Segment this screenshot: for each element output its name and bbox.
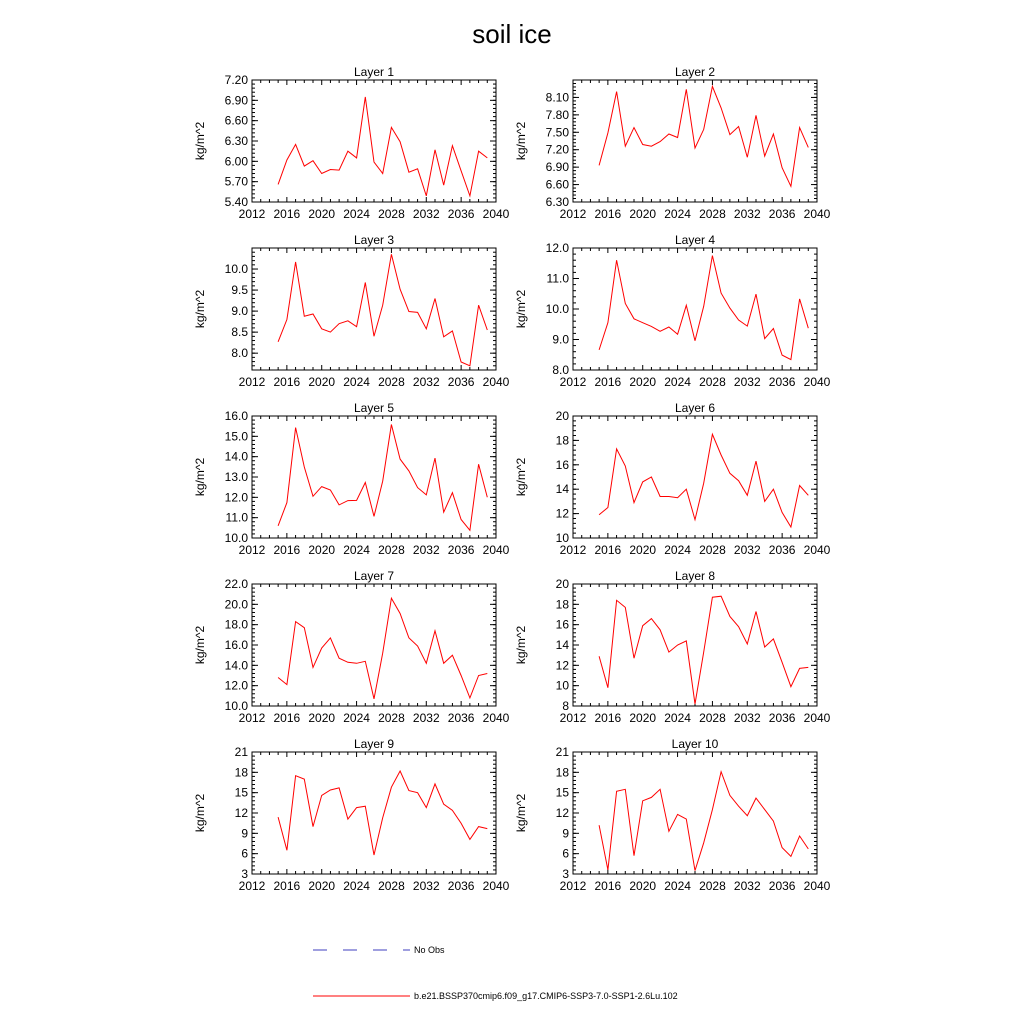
y-tick-label: 8.0 (552, 363, 569, 377)
y-tick-label: 9.0 (552, 332, 569, 347)
y-axis-label: kg/m^2 (193, 289, 207, 329)
y-tick-label: 7.80 (545, 107, 569, 122)
y-tick-label: 3 (562, 867, 569, 881)
y-tick-label: 16.0 (224, 638, 248, 652)
x-tick-label: 2020 (308, 711, 336, 725)
panel-title: Layer 6 (674, 401, 716, 415)
series-line (599, 256, 808, 360)
y-tick-label: 9 (562, 826, 569, 841)
y-tick-label: 10.0 (545, 302, 569, 316)
y-tick-label: 9.0 (231, 304, 248, 319)
panel-layer-4 (514, 233, 831, 389)
y-tick-label: 14 (555, 638, 569, 652)
y-tick-label: 11.0 (225, 510, 248, 525)
x-tick-label: 2036 (768, 711, 796, 725)
x-tick-label: 2028 (378, 711, 405, 725)
x-tick-label: 2020 (629, 711, 657, 725)
x-tick-label: 2028 (699, 543, 726, 557)
y-tick-label: 10 (555, 678, 569, 693)
x-tick-label: 2012 (238, 711, 266, 725)
x-tick-label: 2024 (343, 879, 370, 893)
y-tick-label: 5.70 (224, 174, 248, 189)
x-tick-label: 2040 (482, 207, 510, 221)
x-tick-label: 2024 (664, 207, 691, 221)
x-tick-label: 2032 (412, 879, 440, 893)
plot-frame (573, 80, 817, 202)
y-tick-label: 8 (562, 699, 569, 713)
x-tick-label: 2028 (378, 207, 405, 221)
y-tick-label: 16.0 (224, 409, 248, 423)
y-tick-label: 14 (555, 482, 569, 497)
x-tick-label: 2016 (594, 879, 622, 893)
x-tick-label: 2012 (559, 879, 587, 893)
x-tick-label: 2012 (559, 375, 587, 389)
panel-title: Layer 8 (674, 569, 716, 583)
x-tick-label: 2024 (664, 711, 691, 725)
y-tick-label: 8.0 (231, 346, 248, 361)
series-line (278, 254, 487, 365)
y-tick-label: 20.0 (224, 597, 248, 612)
x-tick-label: 2020 (308, 543, 336, 557)
y-tick-label: 13.0 (224, 470, 248, 484)
y-tick-label: 3 (241, 867, 248, 881)
x-tick-label: 2016 (273, 207, 301, 221)
series-line (599, 596, 808, 704)
panel-title: Layer 1 (353, 65, 395, 79)
y-tick-label: 16 (555, 617, 569, 632)
x-tick-label: 2016 (594, 711, 622, 725)
y-tick-label: 12 (555, 658, 569, 673)
x-tick-label: 2012 (559, 207, 587, 221)
y-tick-label: 9.5 (231, 283, 248, 298)
x-tick-label: 2040 (482, 711, 510, 725)
x-tick-label: 2024 (664, 879, 691, 893)
x-tick-label: 2040 (803, 207, 831, 221)
x-tick-label: 2012 (559, 711, 587, 725)
x-tick-label: 2020 (308, 207, 336, 221)
y-tick-label: 7.20 (224, 73, 248, 87)
x-tick-label: 2028 (378, 375, 405, 389)
y-axis-label: kg/m^2 (193, 793, 207, 833)
x-tick-label: 2024 (664, 375, 691, 389)
y-tick-label: 20 (555, 577, 569, 591)
plot-frame (252, 752, 496, 874)
y-tick-label: 15 (234, 785, 248, 800)
panel-layer-9 (193, 737, 510, 893)
y-axis-label: kg/m^2 (514, 625, 528, 665)
series-line (278, 425, 487, 531)
x-tick-label: 2028 (378, 543, 405, 557)
y-tick-label: 8.5 (231, 325, 248, 340)
x-tick-label: 2016 (273, 375, 301, 389)
x-tick-label: 2020 (629, 543, 657, 557)
panel-layer-10 (514, 737, 831, 893)
y-tick-label: 6 (562, 846, 569, 861)
plot-frame (252, 80, 496, 202)
y-tick-label: 10.0 (224, 531, 248, 545)
y-tick-label: 6.30 (224, 134, 248, 148)
x-tick-label: 2036 (447, 711, 475, 725)
panel-title: Layer 10 (671, 737, 719, 751)
x-tick-label: 2012 (559, 543, 587, 557)
panel-title: Layer 2 (674, 65, 716, 79)
x-tick-label: 2032 (412, 711, 440, 725)
x-tick-label: 2036 (447, 543, 475, 557)
y-axis-label: kg/m^2 (193, 625, 207, 665)
x-tick-label: 2040 (482, 543, 510, 557)
y-tick-label: 5.40 (224, 195, 248, 209)
y-tick-label: 9 (241, 826, 248, 841)
y-tick-label: 12.0 (545, 241, 569, 255)
panel-layer-5 (193, 401, 510, 557)
x-tick-label: 2012 (238, 375, 266, 389)
x-tick-label: 2028 (699, 711, 726, 725)
panel-layer-3 (193, 233, 510, 389)
series-line (278, 598, 487, 699)
x-tick-label: 2024 (343, 375, 370, 389)
y-tick-label: 6 (241, 846, 248, 861)
y-tick-label: 14.0 (224, 449, 248, 464)
y-tick-label: 22.0 (224, 577, 248, 591)
panel-grid (193, 65, 831, 893)
x-tick-label: 2024 (343, 711, 370, 725)
legend-model-label: b.e21.BSSP370cmip6.f09_g17.CMIP6-SSP3-7.0-SSP1-2.6Lu.102 (414, 991, 678, 1001)
x-tick-label: 2036 (447, 207, 475, 221)
y-tick-label: 10.0 (224, 699, 248, 713)
y-tick-label: 18 (555, 433, 569, 448)
x-tick-label: 2040 (803, 711, 831, 725)
x-tick-label: 2036 (768, 879, 796, 893)
x-tick-label: 2028 (699, 879, 726, 893)
x-tick-label: 2012 (238, 543, 266, 557)
plot-frame (252, 416, 496, 538)
legend-obs-entry (313, 945, 445, 955)
y-tick-label: 7.20 (545, 142, 569, 157)
y-axis-label: kg/m^2 (193, 121, 207, 161)
y-tick-label: 15 (555, 785, 569, 800)
y-tick-label: 12 (555, 506, 569, 521)
x-tick-label: 2036 (768, 375, 796, 389)
panel-title: Layer 7 (353, 569, 395, 583)
plot-frame (573, 584, 817, 706)
y-axis-label: kg/m^2 (514, 793, 528, 833)
series-line (278, 771, 487, 855)
y-tick-label: 12.0 (224, 678, 248, 693)
x-tick-label: 2024 (343, 207, 370, 221)
y-axis-label: kg/m^2 (514, 457, 528, 497)
x-tick-label: 2032 (733, 879, 761, 893)
panel-title: Layer 4 (674, 233, 716, 247)
y-axis-label: kg/m^2 (193, 457, 207, 497)
y-tick-label: 7.50 (545, 125, 569, 140)
series-line (599, 434, 808, 527)
y-tick-label: 18 (555, 765, 569, 780)
x-tick-label: 2036 (447, 879, 475, 893)
x-tick-label: 2036 (447, 375, 475, 389)
y-tick-label: 10 (555, 531, 569, 545)
x-tick-label: 2016 (273, 879, 301, 893)
legend-model-entry (313, 991, 678, 1001)
y-tick-label: 21 (234, 745, 248, 759)
x-tick-label: 2016 (594, 543, 622, 557)
x-tick-label: 2016 (273, 543, 301, 557)
x-tick-label: 2020 (629, 879, 657, 893)
x-tick-label: 2032 (412, 207, 440, 221)
main-title: soil ice (472, 19, 552, 49)
plot-frame (252, 584, 496, 706)
panel-title: Layer 3 (353, 233, 395, 247)
panel-layer-8 (514, 569, 831, 725)
y-tick-label: 6.60 (545, 177, 569, 192)
series-line (599, 772, 808, 871)
x-tick-label: 2032 (733, 375, 761, 389)
x-tick-label: 2028 (699, 375, 726, 389)
x-tick-label: 2024 (343, 543, 370, 557)
y-tick-label: 6.60 (224, 113, 248, 128)
x-tick-label: 2020 (308, 375, 336, 389)
x-tick-label: 2032 (412, 375, 440, 389)
y-tick-label: 20 (555, 409, 569, 423)
y-tick-label: 8.10 (545, 90, 569, 105)
panel-layer-1 (193, 65, 510, 221)
x-tick-label: 2020 (629, 375, 657, 389)
y-tick-label: 21 (555, 745, 569, 759)
x-tick-label: 2040 (482, 879, 510, 893)
x-tick-label: 2024 (664, 543, 691, 557)
y-axis-label: kg/m^2 (514, 121, 528, 161)
panel-layer-2 (514, 65, 831, 221)
x-tick-label: 2028 (699, 207, 726, 221)
x-tick-label: 2036 (768, 543, 796, 557)
x-tick-label: 2016 (594, 207, 622, 221)
x-tick-label: 2020 (308, 879, 336, 893)
legend (313, 945, 678, 1001)
x-tick-label: 2040 (482, 375, 510, 389)
y-tick-label: 6.00 (224, 154, 248, 169)
y-axis-label: kg/m^2 (514, 289, 528, 329)
y-tick-label: 6.30 (545, 195, 569, 209)
x-tick-label: 2016 (594, 375, 622, 389)
panel-layer-7 (193, 569, 510, 725)
panel-title: Layer 9 (353, 737, 395, 751)
y-tick-label: 6.90 (224, 93, 248, 108)
x-tick-label: 2032 (733, 207, 761, 221)
y-tick-label: 11.0 (546, 271, 569, 286)
x-tick-label: 2040 (803, 375, 831, 389)
x-tick-label: 2012 (238, 207, 266, 221)
y-tick-label: 18.0 (224, 617, 248, 632)
x-tick-label: 2016 (273, 711, 301, 725)
legend-obs-label: No Obs (414, 945, 445, 955)
y-tick-label: 12 (234, 806, 248, 820)
panel-layer-6 (514, 401, 831, 557)
x-tick-label: 2036 (768, 207, 796, 221)
y-tick-label: 18 (234, 765, 248, 780)
y-tick-label: 15.0 (224, 429, 248, 444)
x-tick-label: 2032 (733, 543, 761, 557)
y-tick-label: 18 (555, 597, 569, 612)
series-line (278, 97, 487, 196)
x-tick-label: 2040 (803, 543, 831, 557)
panel-title: Layer 5 (353, 401, 395, 415)
x-tick-label: 2028 (378, 879, 405, 893)
y-tick-label: 12 (555, 806, 569, 820)
y-tick-label: 6.90 (545, 160, 569, 175)
x-tick-label: 2032 (412, 543, 440, 557)
x-tick-label: 2020 (629, 207, 657, 221)
y-tick-label: 12.0 (224, 490, 248, 505)
x-tick-label: 2040 (803, 879, 831, 893)
x-tick-label: 2032 (733, 711, 761, 725)
x-tick-label: 2012 (238, 879, 266, 893)
y-tick-label: 16 (555, 457, 569, 472)
y-tick-label: 10.0 (224, 262, 248, 277)
y-tick-label: 14.0 (224, 658, 248, 673)
series-line (599, 86, 808, 186)
